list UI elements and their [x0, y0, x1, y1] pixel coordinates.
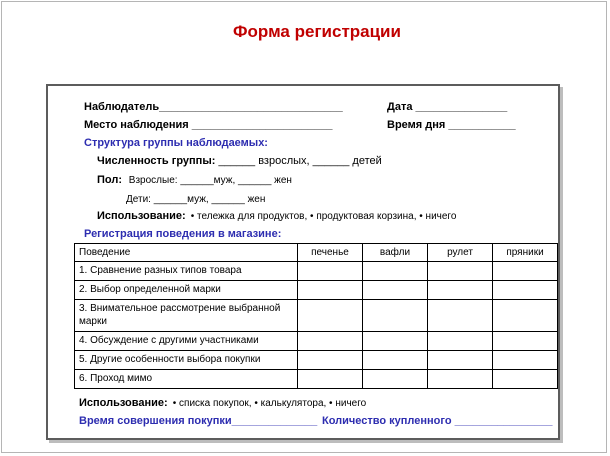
- behavior-table: [74, 243, 558, 389]
- usage-options[interactable]: • тележка для продуктов, • продуктовая корзина, • ничего: [190, 211, 457, 222]
- table-cell[interactable]: [493, 370, 558, 389]
- row-label: 5. Другие особенности выбора покупки: [75, 351, 298, 370]
- table-row: [75, 300, 558, 332]
- table-row: [75, 262, 558, 281]
- table-cell[interactable]: [298, 262, 363, 281]
- place-field[interactable]: Место наблюдения _______________________: [84, 119, 333, 131]
- purchase-time-field[interactable]: Время совершения покупки______________: [79, 415, 318, 427]
- table-cell[interactable]: [363, 300, 428, 332]
- row-label: 6. Проход мимо: [75, 370, 298, 389]
- table-cell[interactable]: [298, 370, 363, 389]
- column-header-waffles: вафли: [363, 244, 428, 262]
- table-cell[interactable]: [493, 300, 558, 332]
- quantity-field[interactable]: Количество купленного ________________: [322, 415, 553, 427]
- structure-heading: Структура группы наблюдаемых:: [84, 137, 268, 149]
- behavior-heading: Регистрация поведения в магазине:: [84, 228, 282, 240]
- children-gender-value[interactable]: Дети: ______муж, ______ жен: [126, 194, 266, 205]
- group-size-value[interactable]: ______ взрослых, ______ детей: [218, 155, 382, 167]
- table-cell[interactable]: [493, 332, 558, 351]
- column-header-roll: рулет: [428, 244, 493, 262]
- table-cell[interactable]: [298, 351, 363, 370]
- table-cell[interactable]: [428, 370, 493, 389]
- time-of-day-field[interactable]: Время дня ___________: [387, 119, 516, 131]
- table-cell[interactable]: [363, 332, 428, 351]
- table-cell[interactable]: [363, 262, 428, 281]
- row-label: 2. Выбор определенной марки: [75, 281, 298, 300]
- table-cell[interactable]: [493, 351, 558, 370]
- row-label: 1. Сравнение разных типов товара: [75, 262, 298, 281]
- table-cell[interactable]: [428, 300, 493, 332]
- group-size-label: Численность группы:: [97, 155, 216, 167]
- gender-row: [97, 174, 292, 187]
- row-label: 4. Обсуждение с другими участниками: [75, 332, 298, 351]
- column-header-gingerbread: пряники: [493, 244, 558, 262]
- footer-usage-row: [79, 397, 366, 410]
- table-cell[interactable]: [428, 332, 493, 351]
- table-cell[interactable]: [298, 300, 363, 332]
- table-cell[interactable]: [493, 281, 558, 300]
- form-title: Форма регистрации: [233, 22, 401, 41]
- footer-usage-options[interactable]: • списка покупок, • калькулятора, • ничего: [172, 398, 367, 409]
- group-size-row: [97, 155, 382, 168]
- observer-field[interactable]: Наблюдатель______________________________: [84, 101, 343, 113]
- column-header-behavior: Поведение: [75, 244, 298, 262]
- table-row: [75, 332, 558, 351]
- table-row: [75, 351, 558, 370]
- table-row: [75, 370, 558, 389]
- table-cell[interactable]: [363, 281, 428, 300]
- table-cell[interactable]: [363, 351, 428, 370]
- table-row: [75, 281, 558, 300]
- table-cell[interactable]: [428, 262, 493, 281]
- table-cell[interactable]: [428, 281, 493, 300]
- table-cell[interactable]: [298, 332, 363, 351]
- date-field[interactable]: Дата _______________: [387, 101, 508, 113]
- table-header-row: [75, 244, 558, 262]
- table-cell[interactable]: [493, 262, 558, 281]
- row-label: 3. Внимательное рассмотрение выбранной марки: [75, 300, 298, 332]
- column-header-cookies: печенье: [298, 244, 363, 262]
- usage-row: [97, 210, 456, 223]
- adults-gender-value[interactable]: Взрослые: ______муж, ______ жен: [128, 175, 292, 186]
- usage-label: Использование:: [97, 210, 186, 222]
- table-cell[interactable]: [428, 351, 493, 370]
- table-cell[interactable]: [298, 281, 363, 300]
- gender-label: Пол:: [97, 174, 123, 186]
- footer-usage-label: Использование:: [79, 397, 168, 409]
- table-cell[interactable]: [363, 370, 428, 389]
